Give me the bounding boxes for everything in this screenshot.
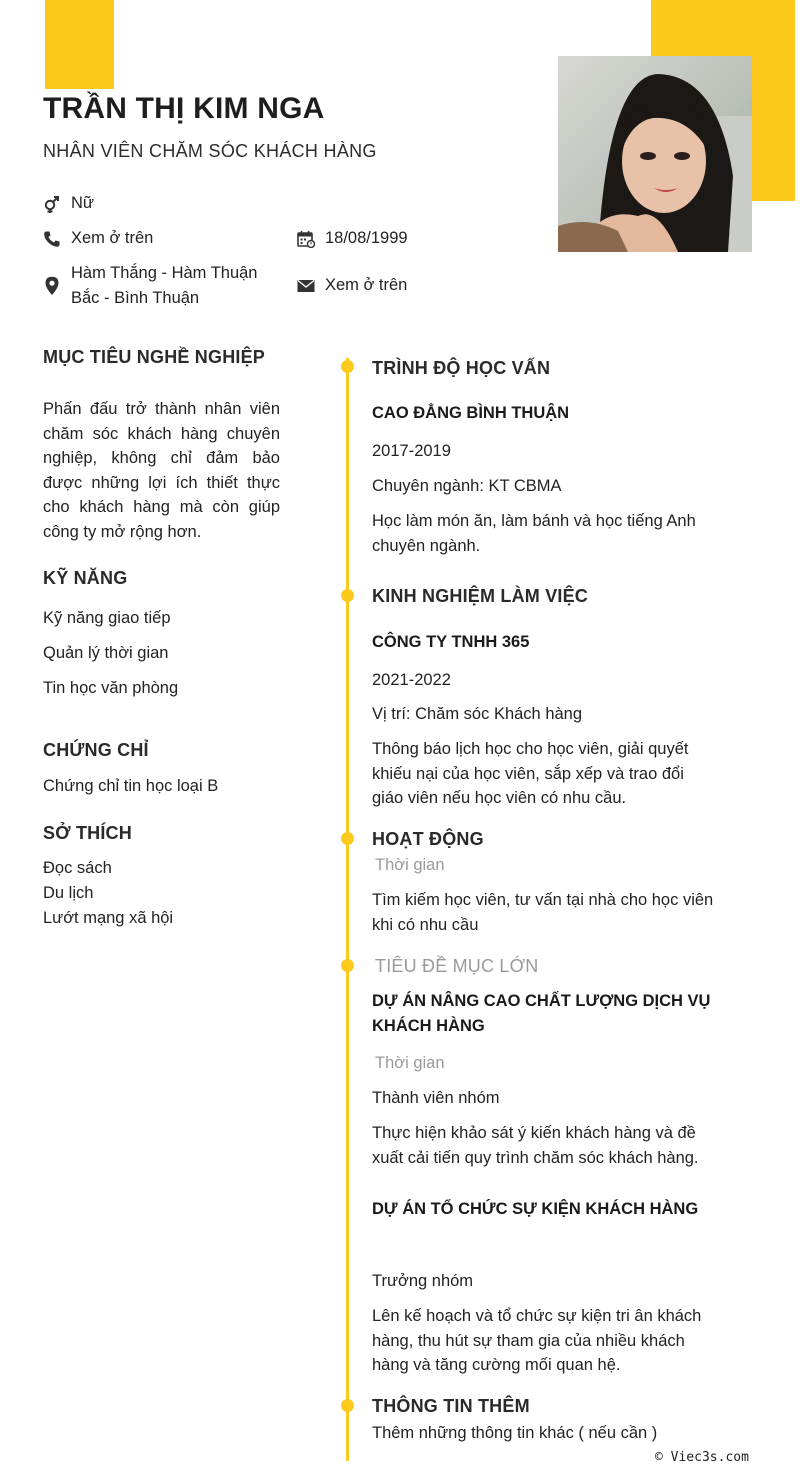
experience-period: 2021-2022 bbox=[372, 671, 451, 689]
objective-line: chăm sóc khách hàng chuyên bbox=[43, 424, 280, 443]
birthday-row bbox=[297, 226, 408, 251]
address-value bbox=[71, 261, 257, 311]
gender-icon bbox=[43, 191, 61, 216]
project1-desc-line: xuất cải tiến quy trình chăm sóc khách hàng. bbox=[372, 1148, 699, 1167]
education-title: TRÌNH ĐỘ HỌC VẤN bbox=[372, 358, 551, 378]
education-desc-line: chuyên ngành. bbox=[372, 536, 481, 555]
certificates-title: CHỨNG CHỈ bbox=[43, 740, 149, 760]
education-major: Chuyên ngành: KT CBMA bbox=[372, 477, 562, 495]
timeline-dot bbox=[341, 959, 354, 972]
project1-description bbox=[372, 1121, 732, 1170]
activities-description bbox=[372, 888, 732, 937]
skills-title: KỸ NĂNG bbox=[43, 568, 128, 588]
address-line-1: Hàm Thắng - Hàm Thuận bbox=[71, 264, 258, 282]
objective-line: được những lợi ích thiết thực bbox=[43, 473, 280, 492]
timeline-dot bbox=[341, 589, 354, 602]
gender-value: Nữ bbox=[71, 194, 94, 212]
profile-photo bbox=[558, 56, 752, 252]
activities-time: Thời gian bbox=[375, 856, 445, 874]
skill-item: Kỹ năng giao tiếp bbox=[43, 609, 171, 627]
birthday-value: 18/08/1999 bbox=[325, 229, 408, 247]
envelope-icon bbox=[297, 273, 315, 298]
location-pin-icon bbox=[43, 261, 61, 311]
activities-title: HOẠT ĐỘNG bbox=[372, 829, 484, 849]
objective-title: MỤC TIÊU NGHỀ NGHIỆP bbox=[43, 347, 266, 367]
project1-title bbox=[372, 989, 732, 1039]
timeline-dot bbox=[341, 1399, 354, 1412]
objective-text bbox=[43, 397, 280, 544]
phone-row bbox=[43, 226, 153, 251]
hobby-item: Lướt mạng xã hội bbox=[43, 909, 174, 927]
timeline-dot bbox=[341, 360, 354, 373]
project1-desc-line: Thực hiện khảo sát ý kiến khách hàng và đề bbox=[372, 1124, 696, 1142]
address-line-2: Bắc - Bình Thuận bbox=[71, 289, 200, 307]
email-row bbox=[297, 273, 407, 298]
activities-desc-line: khi có nhu cầu bbox=[372, 915, 479, 934]
experience-desc-line: Thông báo lịch học cho học viên, giải quyết bbox=[372, 740, 689, 758]
project1-time: Thời gian bbox=[375, 1054, 445, 1072]
skill-item: Quản lý thời gian bbox=[43, 644, 169, 662]
project1-title-line: DỰ ÁN NÂNG CAO CHẤT LƯỢNG DỊCH VỤ bbox=[372, 992, 711, 1010]
calendar-icon bbox=[297, 226, 315, 251]
experience-description bbox=[372, 737, 732, 811]
project1-role: Thành viên nhóm bbox=[372, 1089, 500, 1107]
experience-position: Vị trí: Chăm sóc Khách hàng bbox=[372, 705, 583, 723]
gender-row bbox=[43, 191, 94, 216]
education-period: 2017-2019 bbox=[372, 442, 451, 460]
project1-title-line: KHÁCH HÀNG bbox=[372, 1017, 485, 1035]
project2-desc-line: Lên kế hoạch và tổ chức sự kiện tri ân khách bbox=[372, 1307, 702, 1325]
experience-desc-line: giáo viên nếu học viên có nhu cầu. bbox=[372, 789, 627, 807]
objective-line: công ty mở rộng hơn. bbox=[43, 522, 202, 541]
education-desc-line: Học làm món ăn, làm bánh và học tiếng Anh bbox=[372, 512, 696, 530]
additional-text: Thêm những thông tin khác ( nếu cần ) bbox=[372, 1424, 658, 1442]
copyright-text: © Viec3s.com bbox=[655, 1450, 749, 1465]
hobbies-title: SỞ THÍCH bbox=[43, 823, 132, 843]
phone-value: Xem ở trên bbox=[71, 229, 154, 247]
hobby-item: Đọc sách bbox=[43, 859, 112, 877]
email-value: Xem ở trên bbox=[325, 276, 408, 294]
decorative-block-left bbox=[45, 0, 114, 89]
additional-title: THÔNG TIN THÊM bbox=[372, 1396, 530, 1416]
education-description bbox=[372, 509, 727, 558]
project2-role: Trưởng nhóm bbox=[372, 1272, 474, 1290]
candidate-name: TRẦN THỊ KIM NGA bbox=[43, 92, 325, 125]
job-title: NHÂN VIÊN CHĂM SÓC KHÁCH HÀNG bbox=[43, 141, 377, 161]
experience-company: CÔNG TY TNHH 365 bbox=[372, 633, 530, 651]
portrait-illustration bbox=[558, 56, 752, 252]
hobby-item: Du lịch bbox=[43, 884, 94, 902]
project2-description bbox=[372, 1304, 732, 1378]
skill-item: Tin học văn phòng bbox=[43, 679, 179, 697]
objective-line: nghiệp, không chỉ đảm bảo bbox=[43, 449, 280, 467]
experience-title: KINH NGHIỆM LÀM VIỆC bbox=[372, 586, 589, 606]
phone-icon bbox=[43, 226, 61, 251]
objective-line: Phấn đấu trở thành nhân viên bbox=[43, 400, 280, 418]
address-row bbox=[43, 261, 257, 311]
timeline-line bbox=[346, 358, 349, 1461]
timeline-dot bbox=[341, 832, 354, 845]
objective-line: cho khách hàng mà còn giúp bbox=[43, 498, 280, 516]
project2-title: DỰ ÁN TỔ CHỨC SỰ KIỆN KHÁCH HÀNG bbox=[372, 1200, 699, 1218]
certificate-item: Chứng chỉ tin học loại B bbox=[43, 777, 219, 795]
experience-desc-line: khiếu nại của học viên, sắp xếp và trao đổi bbox=[372, 764, 684, 783]
project2-desc-line: hàng, thu hút sự tham gia của nhiều khách bbox=[372, 1331, 685, 1350]
projects-title: TIÊU ĐỀ MỤC LỚN bbox=[375, 956, 539, 976]
activities-desc-line: Tìm kiếm học viên, tư vấn tại nhà cho học viên bbox=[372, 891, 714, 909]
education-school: CAO ĐẲNG BÌNH THUẬN bbox=[372, 404, 570, 422]
project2-desc-line: hàng và tăng cường mối quan hệ. bbox=[372, 1356, 621, 1374]
